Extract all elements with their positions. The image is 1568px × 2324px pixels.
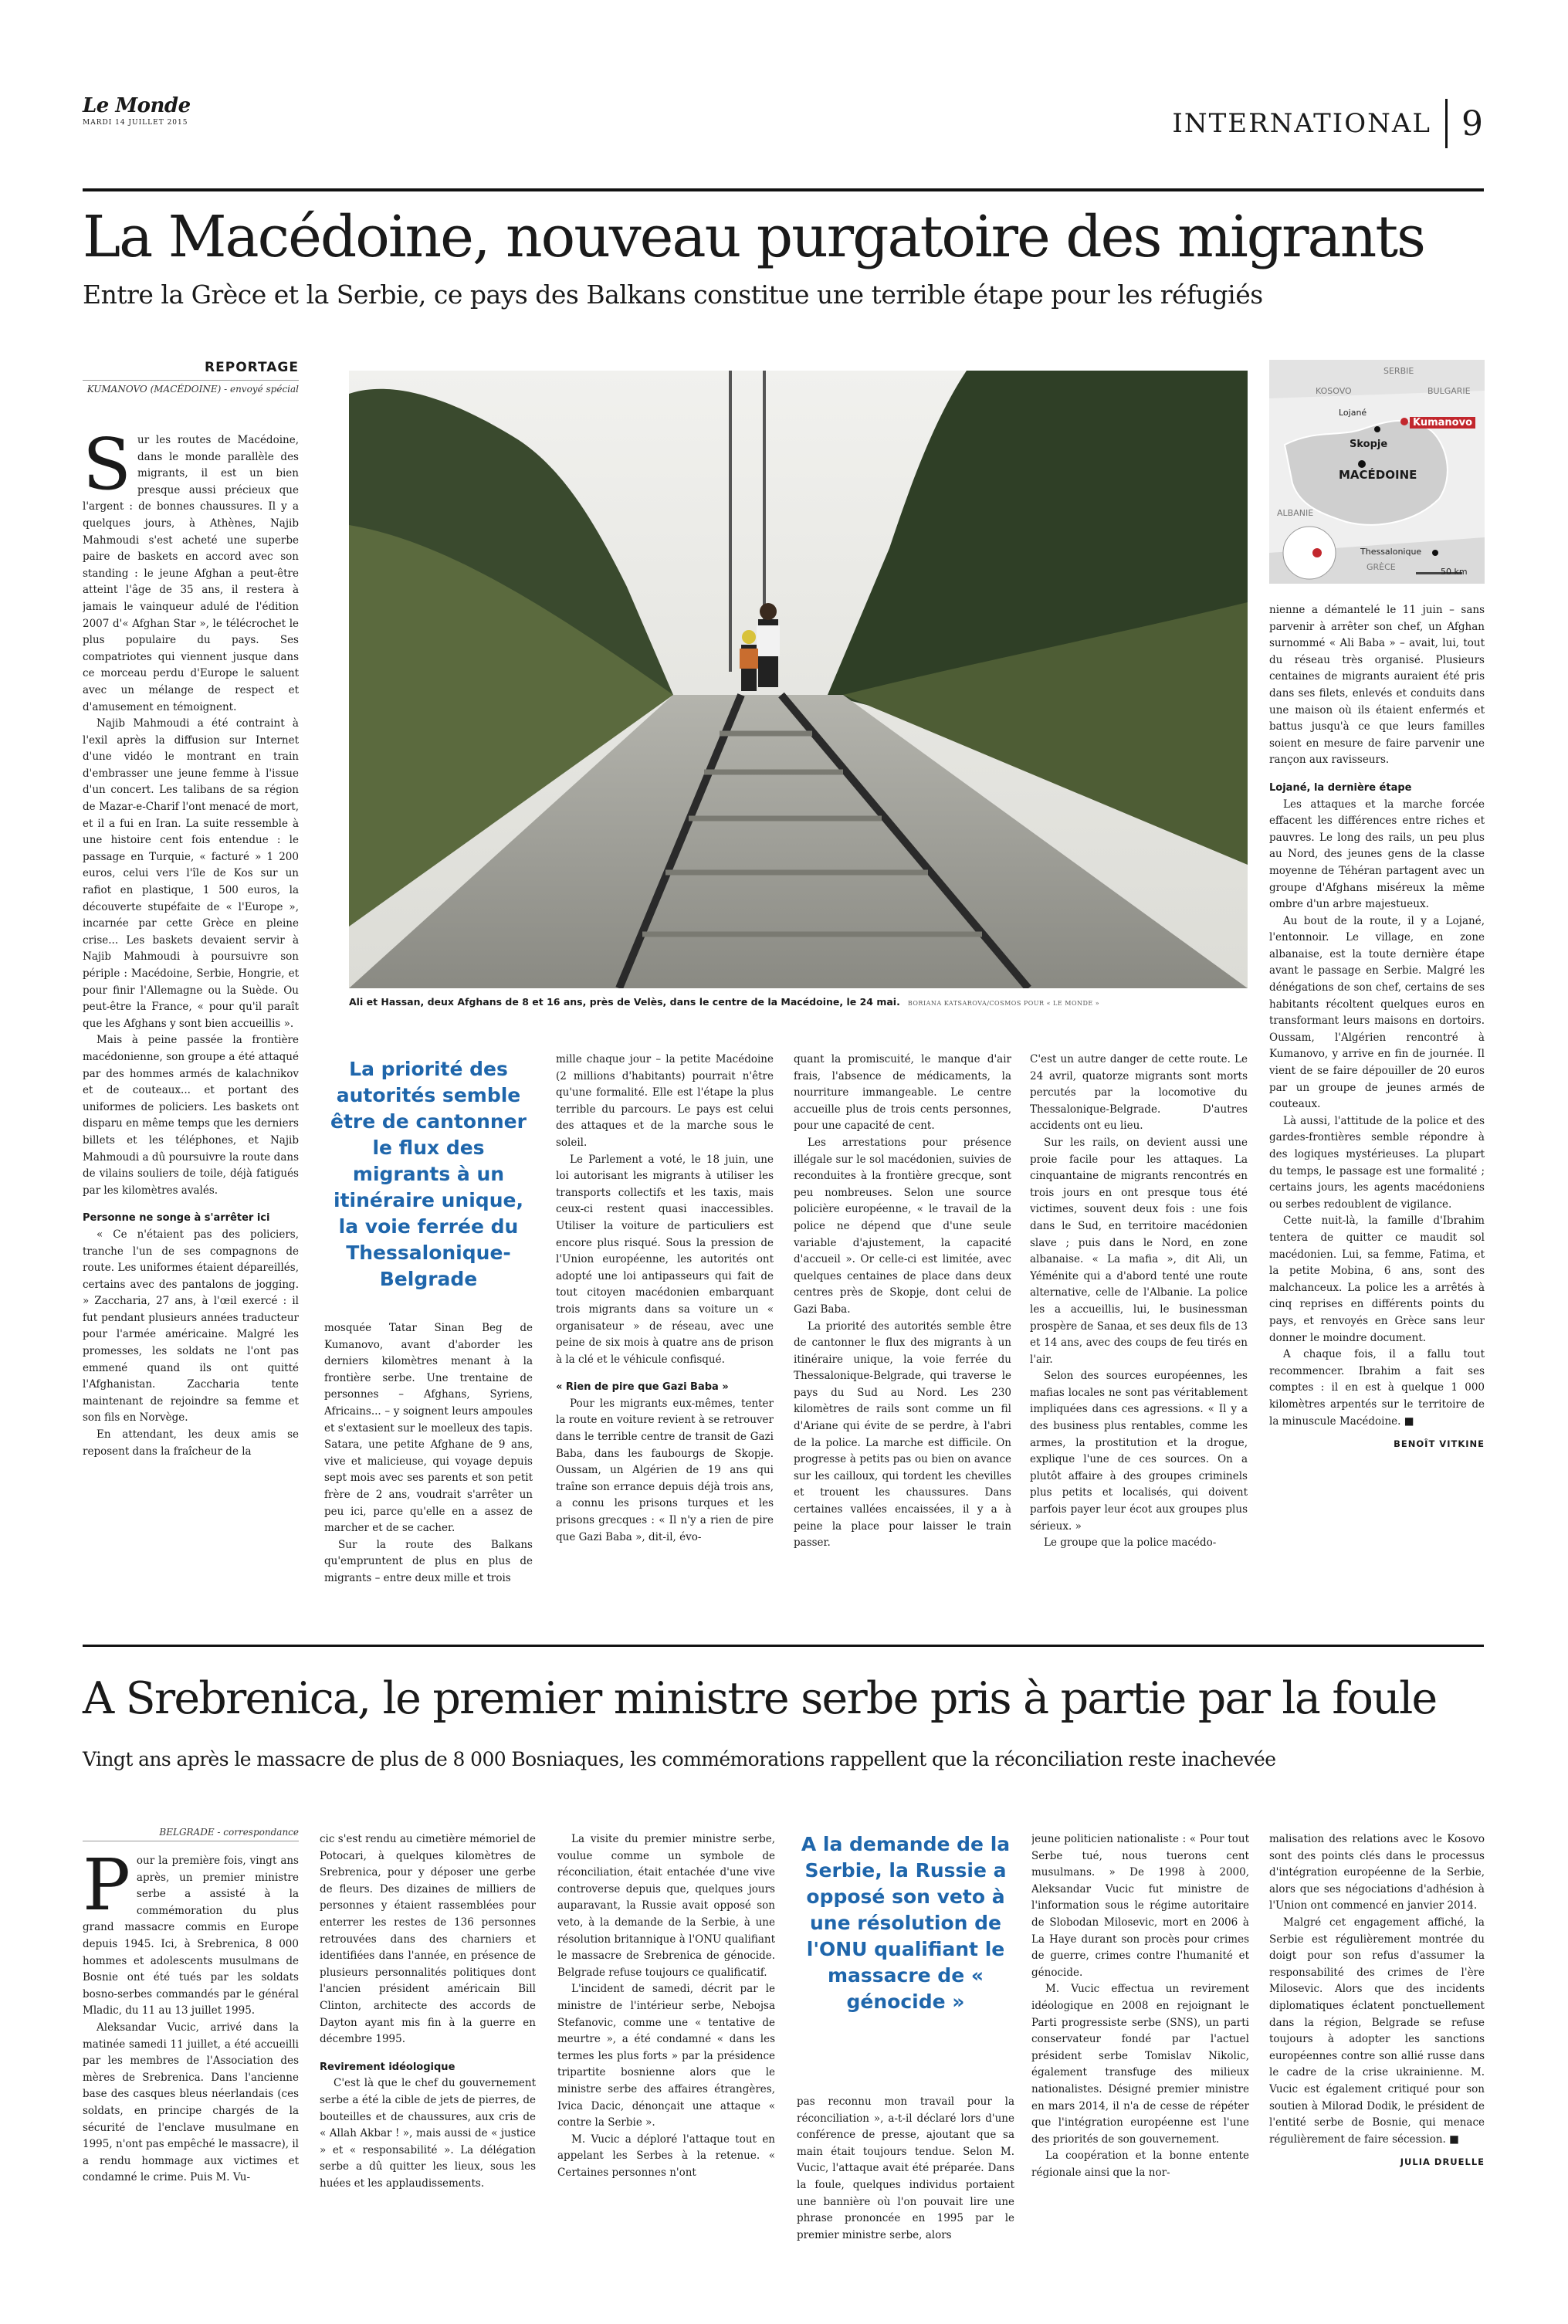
article2-paragraph: jeune politicien nationaliste : « Pour tout Serbe tué, nous tuerons cent musulmans. » De 1998 à 2000, Aleksandar Vucic fut ministre de l'information sous le régime autoritaire de Slobodan Milosevic, mort en 2006 à La Haye durant son procès pour crimes de guerre, crimes contre l'humanité et génocide. bbox=[1031, 1833, 1249, 1979]
article1-subhead-3: Lojané, la dernière étape bbox=[1269, 781, 1412, 794]
article1-paragraph: nienne a démantelé le 11 juin – sans parvenir à arrêter son chef, un Afghan surnommé « Ali Baba » – avait, lui, tout du réseau très organisé. Plusieurs centaines de migrants auraient été pris dans ses filets, enlevés et conduits dans une maison où ils étaient enfermés et battus jusqu'à ce que leurs familles soient en mesure de faire parvenir une rançon aux ravisseurs. bbox=[1269, 604, 1485, 767]
article2-paragraph: cic s'est rendu au cimetière mémoriel de Potocari, à quelques kilomètres de Srebrenica, pour y déposer une gerbe de fleurs. Des dizaines de milliers de personnes y étaient rassemblées pour enterrer les restes de 136 personnes retrouvées dans des charniers et identifiées dans l'année, en présence de plusieurs personnalités politiques dont l'ancien président américain Bill Clinton, architecte des accords de Dayton ayant mis fin à la guerre en décembre 1995. bbox=[320, 1833, 536, 2046]
article1-paragraph: Là aussi, l'attitude de la police et des gardes-frontières semble répondre à des logiques mystérieuses. La plupart du temps, le passage est une formalité ; certains jours, les agents macédoniens ou serbes redoublent de vigilance. bbox=[1269, 1114, 1485, 1211]
article1-paragraph: ur les routes de Macédoine, dans le monde parallèle des migrants, il est un bien presque aussi précieux que l'argent : de bonnes chaussures. Il y a quelques jours, à Athènes, Najib Mahmoudi s'est acheté une superbe paire de baskets en accord avec son standing : le jeune Afghan a peut-être atteint l'âge de 35 ans, il restera à jamais le vainqueur adulé de l'édition 2007 d'« Afghan Star », le télécrochet le plus populaire du pays. Ses compatriotes qui viennent jusque dans ce morceau perdu d'Europe le saluent avec un mélange de respect et d'amusement en témoignent. bbox=[83, 434, 299, 713]
article1-photo bbox=[349, 371, 1248, 988]
article1-paragraph: Au bout de la route, il y a Lojané, l'entonnoir. Le village, en zone albanaise, est la toute dernière étape avant le passage en Serbie. Malgré les dénégations de son chef, certains de ses habitants récoltent quelques euros en transformant leurs maisons en dortoirs. Oussam, l'Algérien rencontré à Kumanovo, y arrive en fin de journée. Il vient de se faire dépouiller de 20 euros par un groupe de jeunes armés de couteaux. bbox=[1269, 914, 1485, 1111]
article1-caption: Ali et Hassan, deux Afghans de 8 et 16 ans, près de Velès, dans le centre de la Macédoine, le 24 mai. bbox=[349, 996, 900, 1008]
masthead bbox=[83, 94, 314, 127]
article2-standfirst: Vingt ans après le massacre de plus de 8 000 Bosniaques, les commémorations rappellent que la réconciliation reste inachevée bbox=[83, 1748, 1276, 1770]
map-label-skopje: Skopje bbox=[1350, 439, 1388, 450]
article1-paragraph: Le groupe que la police macédo- bbox=[1044, 1536, 1217, 1550]
map-label-lojane: Lojané bbox=[1339, 408, 1367, 418]
article2-author: JULIA DRUELLE bbox=[1400, 2156, 1485, 2168]
article1-column-4 bbox=[794, 1052, 1011, 1621]
article2-paragraph: our la première fois, vingt ans après, un premier ministre serbe a assisté à la commémoration du plus grand massacre commis en Europe depuis 1945. Ici, à Srebrenica, 8 000 hommes et adolescents musulmans de Bosnie ont été tués par les soldats bosno-serbes commandés par le général Mladic, du 11 au 13 juillet 1995. bbox=[83, 1855, 299, 2017]
article1-paragraph: A chaque fois, il a fallu tout recommencer. Ibrahim a fait ses comptes : il en est à quelque 1 000 kilomètres arpentés sur le territoire de la minuscule Macédoine. ■ bbox=[1269, 1348, 1485, 1428]
article2-paragraph: La visite du premier ministre serbe, voulue comme un symbole de réconciliation, était entachée d'une vive controverse depuis que, quelques jours auparavant, la Russie avait opposé son veto, à la demande de la Serbie, à une résolution britannique à l'ONU qualifiant le massacre de Srebrenica de génocide. Belgrade refuse toujours ce qualificatif. bbox=[557, 1833, 775, 1979]
map-label-albanie: ALBANIE bbox=[1277, 508, 1314, 518]
article1-column-2 bbox=[324, 1320, 533, 1621]
article2-column-2 bbox=[320, 1831, 536, 2270]
article1-paragraph: « Ce n'étaient pas des policiers, tranche l'un de ses compagnons de route. Les uniformes étaient dépareillés, certains avec des pantalons de jogging. » Zaccharia, 27 ans, à l'œil exercé : il fut pendant plusieurs années traducteur pour l'armée américaine. Malgré les promesses, les soldats ne l'ont pas emmené quand ils ont quitté l'Afghanistan. Zaccharia tente maintenant de rejoindre sa femme et son fils en Norvège. bbox=[83, 1228, 299, 1425]
article1-paragraph: mille chaque jour – la petite Macédoine (2 millions d'habitants) pourrait n'être qu'une formalité. Elle est l'étape la plus terrible du parcours. Le pays est celui des attaques et de la marche sous le soleil. bbox=[556, 1053, 774, 1149]
map-scale: 50 km bbox=[1441, 567, 1468, 577]
article1-kicker-block bbox=[83, 360, 299, 395]
article1-paragraph: C'est un autre danger de cette route. Le 24 avril, quatorze migrants sont morts percutés par la locomotive du Thessalonique-Belgrade. D'autres accidents ont eu lieu. bbox=[1030, 1053, 1248, 1133]
article1-paragraph: Cette nuit-là, la famille d'Ibrahim tentera de quitter ce maudit sol macédonien. Lui, sa femme, Fatima, et la petite Mobina, 6 ans, sont des malchanceux. La police les a arrêtés à cinq reprises en différents points du pays, et renvoyés en Grèce sans leur donner le moindre document. bbox=[1269, 1215, 1485, 1344]
article2-column-5 bbox=[1031, 1831, 1249, 2270]
article1-paragraph: Sur la route des Balkans qu'empruntent de plus en plus de migrants – entre deux mille et trois bbox=[324, 1538, 533, 1584]
article1-paragraph: Pour les migrants eux-mêmes, tenter la route en voiture revient à se retrouver dans le terrible centre de transit de Gazi Baba, dans les faubourgs de Skopje. Oussam, un Algérien de 19 ans qui traîne son errance depuis déjà trois ans, a connu les prisons turques et les prisons grecques : « Il n'y a rien de pire que Gazi Baba », dit-il, évo- bbox=[556, 1397, 774, 1543]
article2-paragraph: Malgré cet engagement affiché, la Serbie est régulièrement montrée du doigt pour son refus d'assumer la responsabilité des crimes de l'ère Milosevic. Alors que des incidents diplomatiques éclatent ponctuellement dans la région, Belgrade se refuse toujours à adopter les sanctions européennes contre son allié russe dans le cadre de la crise ukrainienne. M. Vucic est également critiqué pour son soutien à Milorad Dodik, le président de l'entité serbe de Bosnie, qui menace régulièrement de faire sécession. ■ bbox=[1269, 1916, 1485, 2146]
page-number: 9 bbox=[1461, 103, 1483, 144]
map-label-macedoine: MACÉDOINE bbox=[1339, 468, 1417, 482]
article2-dateline: BELGRADE - correspondance bbox=[159, 1827, 299, 1838]
article1-photo-credit: BORIANA KATSAROVA/COSMOS POUR « LE MONDE » bbox=[907, 1000, 1100, 1007]
map-label-kosovo: KOSOVO bbox=[1316, 386, 1352, 396]
article1-kicker: REPORTAGE bbox=[205, 360, 299, 375]
article1-column-6 bbox=[1269, 602, 1485, 1621]
article1-column-3 bbox=[556, 1052, 774, 1621]
article1-paragraph: En attendant, les deux amis se reposent dans la fraîcheur de la bbox=[83, 1428, 299, 1458]
article2-column-3 bbox=[557, 1831, 775, 2270]
article1-column-5 bbox=[1030, 1052, 1248, 1621]
article1-paragraph: Les arrestations pour présence illégale sur le sol macédonien, suivies de reconduites à la frontière grecque, sont peu nombreuses. Selon une source policière européenne, « le travail de la police ne dépend que d'une seule variable d'ajustement, la capacité d'accueil ». Or celle-ci est limitée, avec quelques centaines de place dans deux centres près de Skopje, dont celui de Gazi Baba. bbox=[794, 1136, 1011, 1316]
article1-dateline: KUMANOVO (MACÉDOINE) - envoyé spécial bbox=[86, 384, 299, 395]
article2-paragraph: M. Vucic a déploré l'attaque tout en appelant les Serbes à la retenue. « Certaines personnes n'ont bbox=[557, 2133, 775, 2179]
kicker-rule bbox=[83, 380, 299, 381]
article2-subhead: Revirement idéologique bbox=[320, 2061, 455, 2073]
article1-paragraph: Sur les rails, on devient aussi une proie facile pour les attaques. La cinquantaine de migrants rencontrés en trois jours en ont presque tous été victimes, souvent deux fois : une fois dans le Sud, en territoire macédonien slave ; puis dans le Nord, en zone albanaise. « La mafia », dit Ali, un Yéménite qui a d'abord tenté une route alternative, celle de l'Albanie. La police les a accueillis, lui, le businessman prospère de Sanaa, et ses deux fils de 13 et 14 ans, avec des coups de feu tirés en l'air. bbox=[1030, 1136, 1248, 1366]
article1-column-1 bbox=[83, 432, 299, 1621]
article1-paragraph: Mais à peine passée la frontière macédonienne, son groupe a été attaqué par des hommes armés de kalachnikov et de couteaux... et portant des uniformes de policiers. Les baskets ont disparu en même temps que les derniers billets et les téléphones, et Najib Mahmoudi a dû poursuivre la route dans de vilains souliers de toile, déjà fatigués par les kilomètres avalés. bbox=[83, 1034, 299, 1197]
section-divider bbox=[1445, 99, 1448, 148]
article1-subhead-2: « Rien de pire que Gazi Baba » bbox=[556, 1381, 729, 1394]
article1-subhead-1: Personne ne songe à s'arrêter ici bbox=[83, 1212, 270, 1225]
article2-column-1 bbox=[83, 1853, 299, 2270]
map-label-thessalonique: Thessalonique bbox=[1360, 547, 1422, 557]
map-label-bulgarie: BULGARIE bbox=[1427, 386, 1471, 396]
article2-column-4 bbox=[797, 2094, 1014, 2270]
section-name: INTERNATIONAL bbox=[1172, 108, 1431, 139]
map-label-kumanovo: Kumanovo bbox=[1410, 417, 1475, 429]
article1-paragraph: Najib Mahmoudi a été contraint à l'exil après la diffusion sur Internet d'une vidéo le montrant en train d'embrasser une jeune femme à l'issue d'un concert. Les talibans de sa région de Mazar-e-Charif l'ont menacé de mort, et il a fui en Iran. La suite ressemble à une histoire cent fois entendue : le passage en Turquie, « facturé » 1 200 euros, celui vers l'île de Kos sur un rafiot en plastique, 1 500 euros, la découverte stupéfaite de « l'Europe », incarnée par cette Grèce en pleine crise... Les baskets devaient servir à Najib Mahmoudi à poursuivre son périple : Macédoine, Serbie, Hongrie, et pour finir l'Allemagne ou la Suède. Ou peut-être la France, « pour qu'il paraît que les Afghans y sont bien accueillis ». bbox=[83, 717, 299, 1030]
article1-paragraph: Selon des sources européennes, les mafias locales ne sont pas véritablement impliquées dans ces agressions. « Il y a des business plus rentables, comme les armes, la prostitution et la drogue, explique l'une de ces sources. On a plutôt affaire à des groupes criminels plus petits et localisés, qui doivent parfois payer leur écot aux groupes plus sérieux. » bbox=[1030, 1370, 1248, 1533]
article2-drop-cap: P bbox=[83, 1853, 130, 1926]
article2-paragraph: Aleksandar Vucic, arrivé dans la matinée samedi 11 juillet, a été accueilli par les membres de l'Association des mères de Srebrenica. Dans l'ancienne base des casques bleus néerlandais (ces soldats, en principe chargés de la sécurité de l'enclave musulmane en 1995, n'ont pas empêché le massacre), il a rendu hommage aux victimes et condamné le crime. Puis M. Vu- bbox=[83, 2021, 299, 2184]
article2-paragraph: pas reconnu mon travail pour la réconciliation », a-t-il déclaré lors d'une conférence de presse, ajoutant que sa main était toujours tendue. Selon M. Vucic, l'attaque avait été préparée. Dans la foule, quelques individus portaient une bannière où l'on pouvait lire une phrase prononcée en 1995 par le premier ministre serbe, alors bbox=[797, 2095, 1014, 2241]
article2-dateline-block bbox=[83, 1827, 299, 1841]
locator-map bbox=[1269, 360, 1485, 584]
article2-column-6 bbox=[1269, 1831, 1485, 2270]
article2-pullquote: A la demande de la Serbie, la Russie a opposé son veto à une résolution de l'ONU qualifiant le massacre de « génocide » bbox=[801, 1833, 1011, 2013]
article2-paragraph: L'incident de samedi, décrit par le ministre de l'intérieur serbe, Nebojsa Stefanovic, comme une « tentative de meurtre », a été condamné « dans les termes les plus forts » par la présidence tripartite bosnienne alors que le ministre serbe des affaires étrangères, Ivica Dacic, dénonçait une attaque « contre la Serbie ». bbox=[557, 1983, 775, 2129]
section-header bbox=[1172, 99, 1483, 148]
article1-caption-block bbox=[349, 996, 1248, 1008]
article2-paragraph: M. Vucic effectua un revirement idéologique en 2008 en rejoignant le Parti progressiste serbe (SNS), un parti conservateur fondé par l'actuel président serbe Tomislav Nikolic, également transfuge des milieux nationalistes. Désigné premier ministre en mars 2014, il n'a de cesse de répéter que l'intégration européenne est l'une des priorités de son gouvernement. bbox=[1031, 1983, 1249, 2146]
article1-paragraph: quant la promiscuité, le manque d'air frais, l'absence de médicaments, la nourriture immangeable. Le centre accueille plus de trois cents personnes, pour une capacité de cent. bbox=[794, 1053, 1011, 1133]
article2-paragraph: C'est là que le chef du gouvernement serbe a été la cible de jets de pierres, de bouteilles et de chaussures, aux cris de « Allah Akbar ! », mais aussi de « justice » et « responsabilité ». La délégation serbe a dû quitter les lieux, sous les huées et les applaudissements. bbox=[320, 2077, 536, 2190]
masthead-brand: Le Monde bbox=[83, 94, 191, 117]
article-divider bbox=[83, 1645, 1484, 1647]
article1-headline: La Macédoine, nouveau purgatoire des migrants bbox=[83, 204, 1425, 270]
top-rule bbox=[83, 188, 1484, 191]
article1-standfirst: Entre la Grèce et la Serbie, ce pays des Balkans constitue une terrible étape pour les réfugiés bbox=[83, 279, 1263, 310]
railway-scene-image bbox=[349, 371, 1248, 988]
article1-author: BENOÎT VITKINE bbox=[1394, 1438, 1485, 1450]
article1-paragraph: La priorité des autorités semble être de cantonner le flux des migrants à un itinéraire unique, la voie ferrée du Thessalonique-Belgrade, qui traverse le pays du Sud au Nord. Les 230 kilomètres de rails sont comme un fil d'Ariane qui évite de se perdre, à l'abri de la police. La marche est difficile. On progresse à petits pas ou bien on avance sur les cailloux, qui tordent les chevilles et trouent les chaussures. Dans certaines vallées encaissées, il y a à peine la place pour laisser le train passer. bbox=[794, 1320, 1011, 1550]
article2-paragraph: malisation des relations avec le Kosovo sont des points clés dans le processus d'intégration européenne de la Serbie, alors que ses négociations d'adhésion à l'Union ont commencé en janvier 2014. bbox=[1269, 1833, 1485, 1912]
article2-headline: A Srebrenica, le premier ministre serbe pris à partie par la foule bbox=[83, 1673, 1437, 1724]
article2-paragraph: La coopération et la bonne entente régionale ainsi que la nor- bbox=[1031, 2150, 1249, 2179]
map-label-serbie: SERBIE bbox=[1383, 366, 1414, 376]
map-label-grece: GRÈCE bbox=[1366, 562, 1396, 572]
article1-pullquote: La priorité des autorités semble être de cantonner le flux des migrants à un itinéraire unique, la voie ferrée du Thessalonique-Belgrade bbox=[330, 1058, 527, 1290]
article1-drop-cap: S bbox=[83, 432, 132, 506]
article1-paragraph: Le Parlement a voté, le 18 juin, une loi autorisant les migrants à utiliser les transports collectifs et les taxis, mais ceux-ci restent quasi inaccessibles. Utiliser la voiture de particuliers est encore plus risqué. Sous la pression de l'Union européenne, les autorités ont adopté une loi antipasseurs qui fait de tout citoyen macédonien embarquant trois migrants dans sa voiture un « organisateur » de réseau, avec une peine de six mois à quatre ans de prison à la clé et le véhicule confisqué. bbox=[556, 1153, 774, 1366]
article1-paragraph: Les attaques et la marche forcée effacent les différences entre riches et pauvres. Le long des rails, un peu plus au Nord, des jeunes gens de la classe moyenne de Téhéran partagent avec un groupe d'Afghans miséreux la même ombre d'un arbre majestueux. bbox=[1269, 798, 1485, 911]
article1-paragraph: mosquée Tatar Sinan Beg de Kumanovo, avant d'aborder les derniers kilomètres menant à la frontière serbe. Une trentaine de personnes – Afghans, Syriens, Africains... – y soignent leurs ampoules et s'extasient sur le moelleux des tapis. Satara, une petite Afghane de 9 ans, vive et malicieuse, qui voyage depuis sept mois avec ses parents et son petit frère de 2 ans, voudrait s'arrêter un peu ici, parce qu'elle en a assez de marcher et de se cacher. bbox=[324, 1322, 533, 1535]
masthead-date: MARDI 14 JUILLET 2015 bbox=[83, 119, 188, 127]
